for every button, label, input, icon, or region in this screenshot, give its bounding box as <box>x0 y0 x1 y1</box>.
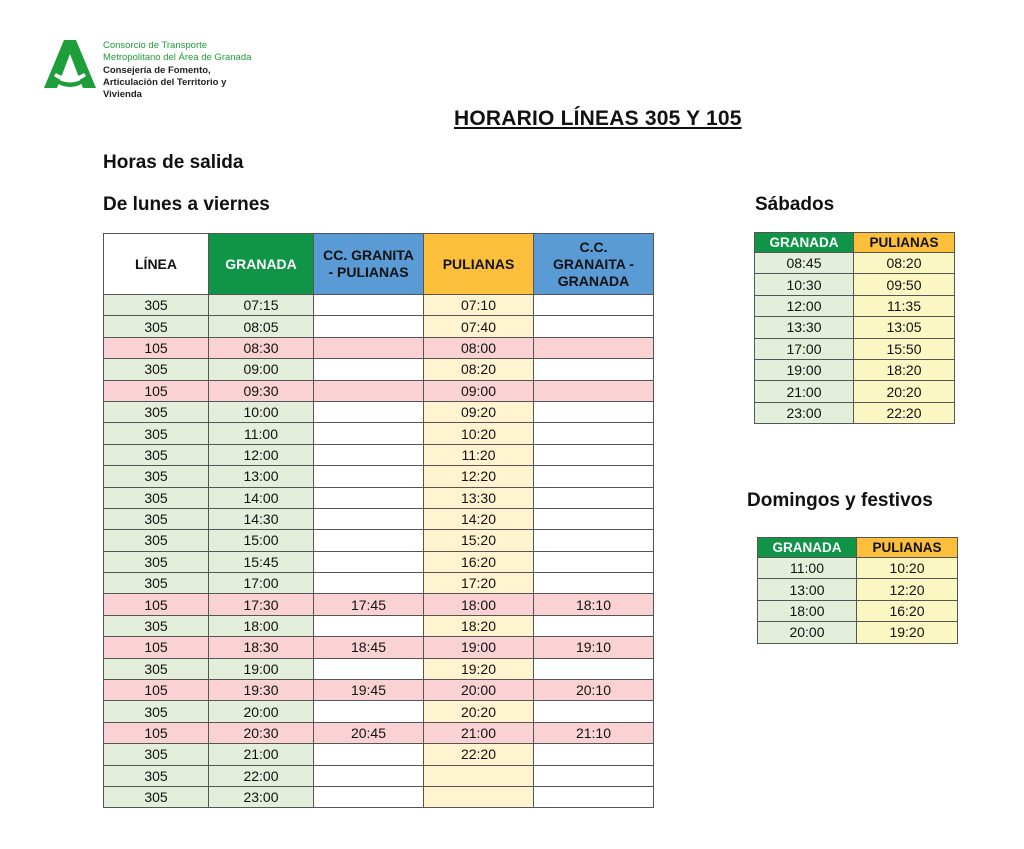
sunday-schedule-table <box>757 537 958 644</box>
cell-cc-granita <box>314 295 424 316</box>
table-row <box>104 487 654 508</box>
cell-granada: 12:00 <box>209 444 314 465</box>
cell-granada: 18:00 <box>209 615 314 636</box>
logo-line2: Metropolitano del Área de Granada <box>103 52 252 63</box>
cell-granada: 19:00 <box>755 359 854 380</box>
cell-pulianas: 10:20 <box>857 558 958 579</box>
cell-cc-granaita <box>534 359 654 380</box>
cell-cc-granaita: 20:10 <box>534 680 654 701</box>
page-title: HORARIO LÍNEAS 305 Y 105 <box>454 107 742 130</box>
cell-cc-granaita <box>534 744 654 765</box>
cell-pulianas: 13:05 <box>854 317 955 338</box>
saturday-schedule-table <box>754 232 955 424</box>
cell-granada: 07:15 <box>209 295 314 316</box>
cell-cc-granaita <box>534 530 654 551</box>
cell-cc-granita: 19:45 <box>314 680 424 701</box>
table-row <box>104 359 654 380</box>
cell-pulianas: 21:00 <box>424 722 534 743</box>
cell-linea: 105 <box>104 637 209 658</box>
cell-pulianas: 08:20 <box>424 359 534 380</box>
table-row <box>104 295 654 316</box>
cell-granada: 10:00 <box>209 401 314 422</box>
header-pulianas: PULIANAS <box>854 233 955 253</box>
header-granada: GRANADA <box>758 538 857 558</box>
table-row <box>758 579 958 600</box>
cell-pulianas: 09:20 <box>424 401 534 422</box>
cell-pulianas: 16:20 <box>424 551 534 572</box>
cell-pulianas: 19:00 <box>424 637 534 658</box>
cell-cc-granita <box>314 487 424 508</box>
cell-pulianas: 22:20 <box>424 744 534 765</box>
cell-cc-granaita <box>534 615 654 636</box>
header-linea: LÍNEA <box>104 234 209 295</box>
cell-cc-granaita <box>534 444 654 465</box>
cell-granada: 17:00 <box>209 573 314 594</box>
cell-cc-granita <box>314 615 424 636</box>
cell-granada: 15:00 <box>209 530 314 551</box>
table-row <box>104 380 654 401</box>
cell-cc-granaita <box>534 786 654 807</box>
table-row <box>755 317 955 338</box>
table-row <box>755 402 955 423</box>
subtitle: Horas de salida <box>103 152 244 173</box>
cell-linea: 305 <box>104 401 209 422</box>
cell-granada: 09:00 <box>209 359 314 380</box>
table-row <box>104 573 654 594</box>
cell-linea: 305 <box>104 786 209 807</box>
cell-pulianas: 16:20 <box>857 600 958 621</box>
cell-pulianas: 15:20 <box>424 530 534 551</box>
cell-cc-granita <box>314 551 424 572</box>
table-row <box>104 423 654 444</box>
cell-cc-granaita <box>534 487 654 508</box>
table-row <box>755 253 955 274</box>
cell-granada: 11:00 <box>758 558 857 579</box>
cell-pulianas: 20:00 <box>424 680 534 701</box>
header-granaita-line1: C.C. <box>579 238 608 255</box>
cell-pulianas: 13:30 <box>424 487 534 508</box>
cell-cc-granita <box>314 658 424 679</box>
table-row <box>104 316 654 337</box>
cell-linea: 305 <box>104 615 209 636</box>
cell-granada: 12:00 <box>755 295 854 316</box>
cell-cc-granita <box>314 786 424 807</box>
cell-cc-granita <box>314 316 424 337</box>
cell-linea: 305 <box>104 423 209 444</box>
cell-cc-granaita: 21:10 <box>534 722 654 743</box>
table-row <box>104 765 654 786</box>
table-row <box>755 338 955 359</box>
cell-granada: 20:00 <box>209 701 314 722</box>
table-row <box>104 680 654 701</box>
cell-linea: 305 <box>104 359 209 380</box>
consortium-name <box>103 40 251 64</box>
cell-linea: 305 <box>104 487 209 508</box>
cell-linea: 305 <box>104 466 209 487</box>
cell-granada: 08:45 <box>755 253 854 274</box>
table-row <box>104 401 654 422</box>
cell-pulianas: 19:20 <box>424 658 534 679</box>
table-row <box>104 466 654 487</box>
cell-linea: 305 <box>104 765 209 786</box>
cell-granada: 18:00 <box>758 600 857 621</box>
cell-granada: 13:00 <box>758 579 857 600</box>
cell-pulianas: 08:00 <box>424 337 534 358</box>
cell-cc-granaita <box>534 508 654 529</box>
cell-granada: 20:30 <box>209 722 314 743</box>
cell-linea: 105 <box>104 594 209 615</box>
cell-cc-granaita <box>534 423 654 444</box>
saturday-heading: Sábados <box>755 194 835 215</box>
table-row <box>758 558 958 579</box>
cell-granada: 17:00 <box>755 338 854 359</box>
cell-cc-granita: 20:45 <box>314 722 424 743</box>
cell-cc-granaita <box>534 765 654 786</box>
cell-cc-granaita <box>534 295 654 316</box>
table-header-row <box>758 538 958 558</box>
cell-granada: 08:30 <box>209 337 314 358</box>
cell-pulianas: 09:00 <box>424 380 534 401</box>
table-row <box>104 637 654 658</box>
cell-granada: 09:30 <box>209 380 314 401</box>
cell-granada: 21:00 <box>755 381 854 402</box>
table-row <box>104 615 654 636</box>
table-row <box>104 786 654 807</box>
cell-cc-granita <box>314 466 424 487</box>
cell-linea: 305 <box>104 551 209 572</box>
cell-cc-granita <box>314 765 424 786</box>
table-header-row <box>104 234 654 295</box>
cell-cc-granita <box>314 337 424 358</box>
cell-pulianas: 20:20 <box>424 701 534 722</box>
cell-cc-granita <box>314 508 424 529</box>
table-header-row <box>755 233 955 253</box>
cell-cc-granita <box>314 401 424 422</box>
cell-cc-granaita: 19:10 <box>534 637 654 658</box>
sunday-heading: Domingos y festivos <box>747 490 933 511</box>
cell-cc-granita <box>314 573 424 594</box>
cell-pulianas: 18:20 <box>424 615 534 636</box>
cell-pulianas: 12:20 <box>857 579 958 600</box>
header-granaita-line3: GRANADA <box>557 272 630 289</box>
cell-pulianas: 08:20 <box>854 253 955 274</box>
cell-cc-granita <box>314 359 424 380</box>
cell-cc-granaita <box>534 337 654 358</box>
cell-linea: 305 <box>104 444 209 465</box>
cell-linea: 305 <box>104 530 209 551</box>
cell-granada: 08:05 <box>209 316 314 337</box>
cell-cc-granita: 18:45 <box>314 637 424 658</box>
cell-cc-granaita <box>534 701 654 722</box>
cell-pulianas: 22:20 <box>854 402 955 423</box>
cell-cc-granita <box>314 380 424 401</box>
cell-pulianas: 20:20 <box>854 381 955 402</box>
cell-granada: 18:30 <box>209 637 314 658</box>
table-row <box>758 622 958 643</box>
cell-linea: 305 <box>104 744 209 765</box>
cell-pulianas: 18:00 <box>424 594 534 615</box>
cell-granada: 20:00 <box>758 622 857 643</box>
header-pulianas: PULIANAS <box>857 538 958 558</box>
cell-pulianas: 07:10 <box>424 295 534 316</box>
cell-granada: 13:00 <box>209 466 314 487</box>
cell-pulianas: 14:20 <box>424 508 534 529</box>
cell-pulianas: 07:40 <box>424 316 534 337</box>
cell-granada: 19:00 <box>209 658 314 679</box>
cell-pulianas <box>424 786 534 807</box>
header-cc-granita-pulianas <box>314 234 424 295</box>
logo <box>44 38 264 100</box>
table-row <box>104 722 654 743</box>
header-granada: GRANADA <box>209 234 314 295</box>
cell-pulianas: 18:20 <box>854 359 955 380</box>
table-row <box>755 381 955 402</box>
cell-linea: 305 <box>104 658 209 679</box>
cell-granada: 11:00 <box>209 423 314 444</box>
header-cc-granaita-granada <box>534 234 654 295</box>
cell-cc-granaita <box>534 573 654 594</box>
header-pulianas: PULIANAS <box>424 234 534 295</box>
cell-granada: 17:30 <box>209 594 314 615</box>
table-row <box>104 701 654 722</box>
cell-linea: 105 <box>104 337 209 358</box>
cell-granada: 19:30 <box>209 680 314 701</box>
cell-cc-granita <box>314 744 424 765</box>
cell-linea: 305 <box>104 508 209 529</box>
cell-pulianas: 10:20 <box>424 423 534 444</box>
cell-cc-granita <box>314 701 424 722</box>
table-row <box>104 508 654 529</box>
cell-cc-granaita <box>534 658 654 679</box>
cell-cc-granaita <box>534 380 654 401</box>
header-granaita-line2: GRANAITA - <box>553 255 634 272</box>
cell-pulianas <box>424 765 534 786</box>
cell-pulianas: 11:20 <box>424 444 534 465</box>
cell-pulianas: 11:35 <box>854 295 955 316</box>
cell-cc-granaita <box>534 316 654 337</box>
cell-granada: 15:45 <box>209 551 314 572</box>
cell-linea: 305 <box>104 316 209 337</box>
header-granita-line1: CC. GRANITA <box>323 247 414 263</box>
cell-granada: 22:00 <box>209 765 314 786</box>
cell-cc-granaita: 18:10 <box>534 594 654 615</box>
cell-linea: 105 <box>104 680 209 701</box>
table-row <box>104 658 654 679</box>
cell-pulianas: 17:20 <box>424 573 534 594</box>
table-row <box>758 600 958 621</box>
cell-cc-granaita <box>534 466 654 487</box>
cell-cc-granita <box>314 444 424 465</box>
table-row <box>755 295 955 316</box>
cell-cc-granita <box>314 530 424 551</box>
logo-line1: Consorcio de Transporte <box>103 40 208 51</box>
logo-line3: Consejería de Fomento, <box>103 65 211 76</box>
cell-granada: 21:00 <box>209 744 314 765</box>
cell-linea: 305 <box>104 573 209 594</box>
cell-granada: 13:30 <box>755 317 854 338</box>
cell-granada: 23:00 <box>209 786 314 807</box>
cell-pulianas: 12:20 <box>424 466 534 487</box>
table-row <box>104 444 654 465</box>
cell-cc-granita: 17:45 <box>314 594 424 615</box>
header-granada: GRANADA <box>755 233 854 253</box>
cell-granada: 23:00 <box>755 402 854 423</box>
table-row <box>755 274 955 295</box>
cell-granada: 14:00 <box>209 487 314 508</box>
cell-cc-granita <box>314 423 424 444</box>
junta-andalucia-logo-icon <box>44 40 96 88</box>
cell-granada: 10:30 <box>755 274 854 295</box>
department-name <box>103 65 264 101</box>
cell-cc-granaita <box>534 401 654 422</box>
table-row <box>104 530 654 551</box>
weekday-schedule-table <box>103 233 654 808</box>
cell-linea: 305 <box>104 701 209 722</box>
table-row <box>755 359 955 380</box>
cell-granada: 14:30 <box>209 508 314 529</box>
cell-linea: 105 <box>104 380 209 401</box>
header-granita-line2: - PULIANAS <box>328 264 409 280</box>
cell-cc-granaita <box>534 551 654 572</box>
cell-linea: 105 <box>104 722 209 743</box>
table-row <box>104 551 654 572</box>
table-row <box>104 337 654 358</box>
cell-linea: 305 <box>104 295 209 316</box>
cell-pulianas: 15:50 <box>854 338 955 359</box>
table-row <box>104 594 654 615</box>
weekday-heading: De lunes a viernes <box>103 194 270 215</box>
logo-line4: Articulación del Territorio y Vivienda <box>103 77 227 100</box>
cell-pulianas: 09:50 <box>854 274 955 295</box>
cell-pulianas: 19:20 <box>857 622 958 643</box>
table-row <box>104 744 654 765</box>
